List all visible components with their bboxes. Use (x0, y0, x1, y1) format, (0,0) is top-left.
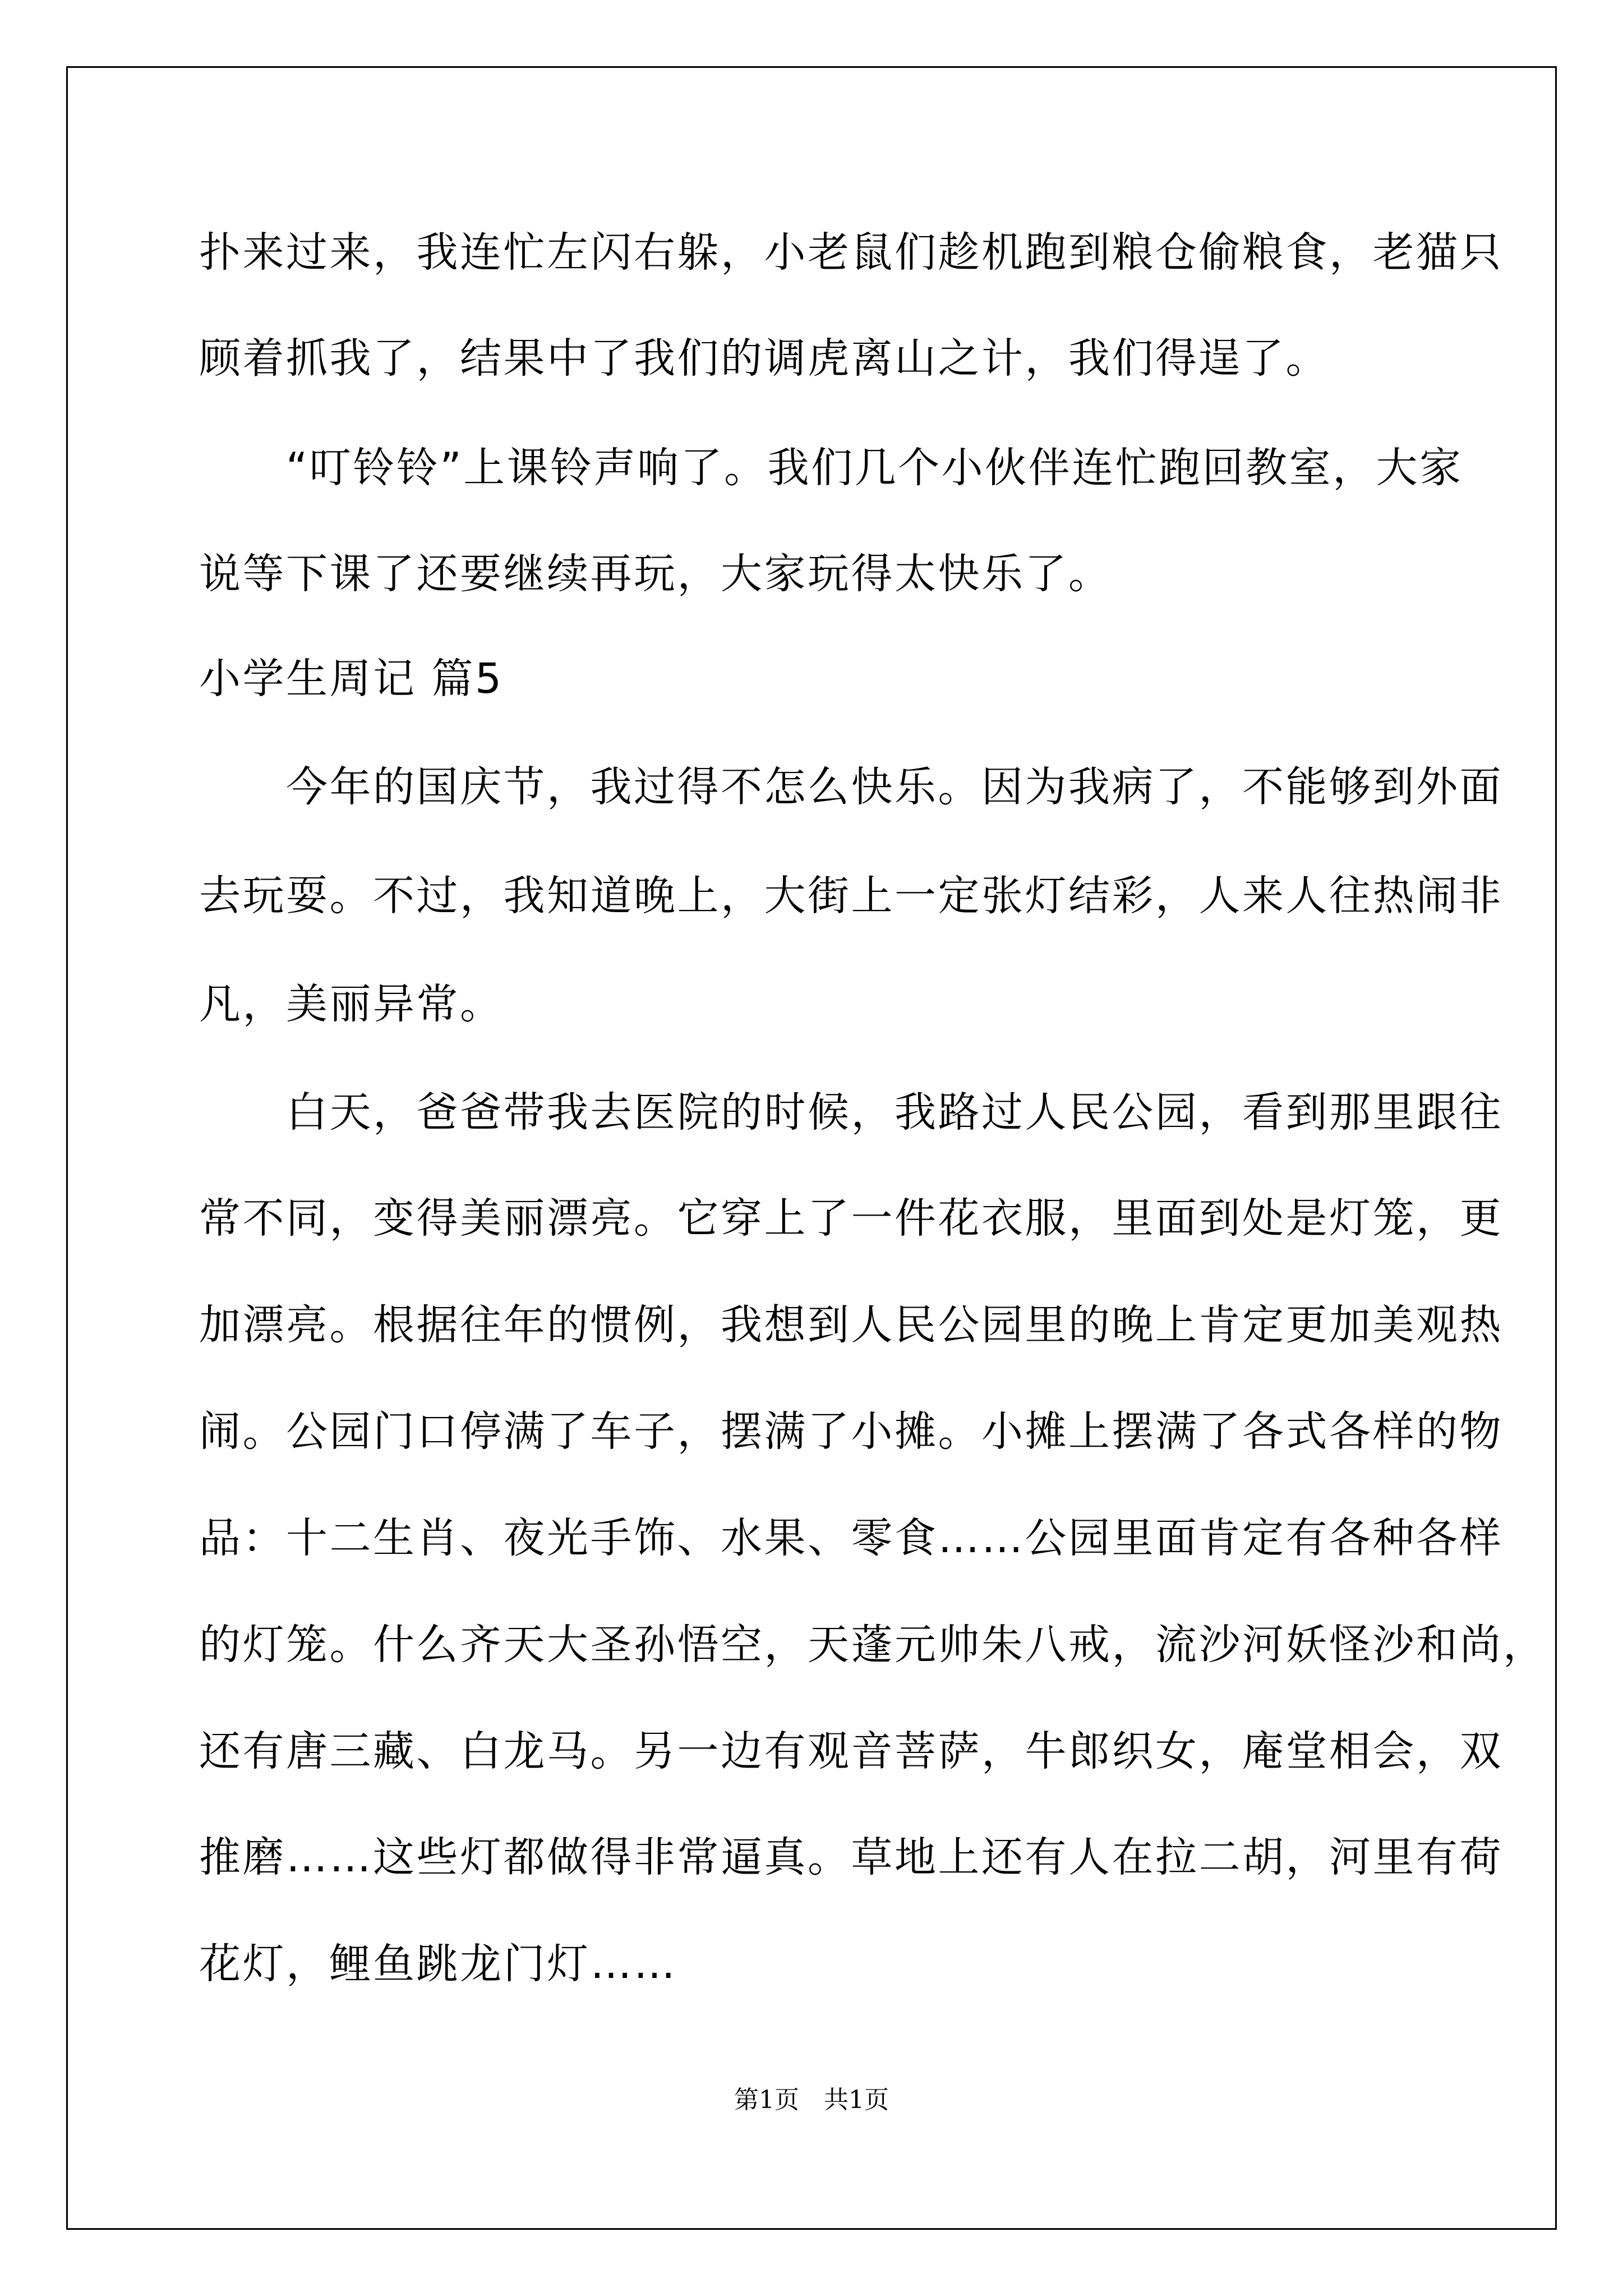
body-line-17: 花灯，鲤鱼跳龙门灯…… (199, 1940, 677, 1988)
body-line-11: 加漂亮。根据往年的惯例，我想到人民公园里的晚上肯定更加美观热 (199, 1301, 1503, 1349)
body-line-2: 顾着抓我了，结果中了我们的调虎离山之计，我们得逞了。 (199, 334, 1329, 383)
page-footer: 第1页 共1页 (734, 2086, 889, 2114)
body-line-4: 说等下课了还要继续再玩，大家玩得太快乐了。 (199, 550, 1112, 598)
body-line-1: 扑来过来，我连忙左闪右躲，小老鼠们趁机跑到粮仓偷粮食，老猫只 (199, 228, 1503, 277)
body-line-3: “叮铃铃”上课铃声响了。我们几个小伙伴连忙跑回教室，大家 (199, 444, 1463, 492)
body-line-8: 凡，美丽异常。 (199, 980, 504, 1028)
body-line-7: 去玩耍。不过，我知道晚上，大街上一定张灯结彩，人来人往热闹非 (199, 872, 1503, 920)
body-line-14: 的灯笼。什么齐天大圣孙悟空，天蓬元帅朱八戒，流沙河妖怪沙和尚， (199, 1621, 1547, 1669)
body-line-10: 常不同，变得美丽漂亮。它穿上了一件花衣服，里面到处是灯笼，更 (199, 1194, 1503, 1243)
page-border (66, 66, 1557, 2230)
body-line-12: 闹。公园门口停满了车子，摆满了小摊。小摊上摆满了各式各样的物 (199, 1407, 1503, 1456)
body-line-9: 白天，爸爸带我去医院的时候，我路过人民公园，看到那里跟往 (199, 1088, 1503, 1137)
body-line-13: 品：十二生肖、夜光手饰、水果、零食……公园里面肯定有各种各样 (199, 1514, 1503, 1562)
body-line-16: 推磨……这些灯都做得非常逼真。草地上还有人在拉二胡，河里有荷 (199, 1833, 1503, 1881)
body-line-15: 还有唐三藏、白龙马。另一边有观音菩萨，牛郎织女，庵堂相会，双 (199, 1727, 1503, 1775)
section-heading: 小学生周记 篇5 (199, 655, 504, 703)
body-line-6: 今年的国庆节，我过得不怎么快乐。因为我病了，不能够到外面 (199, 763, 1503, 811)
